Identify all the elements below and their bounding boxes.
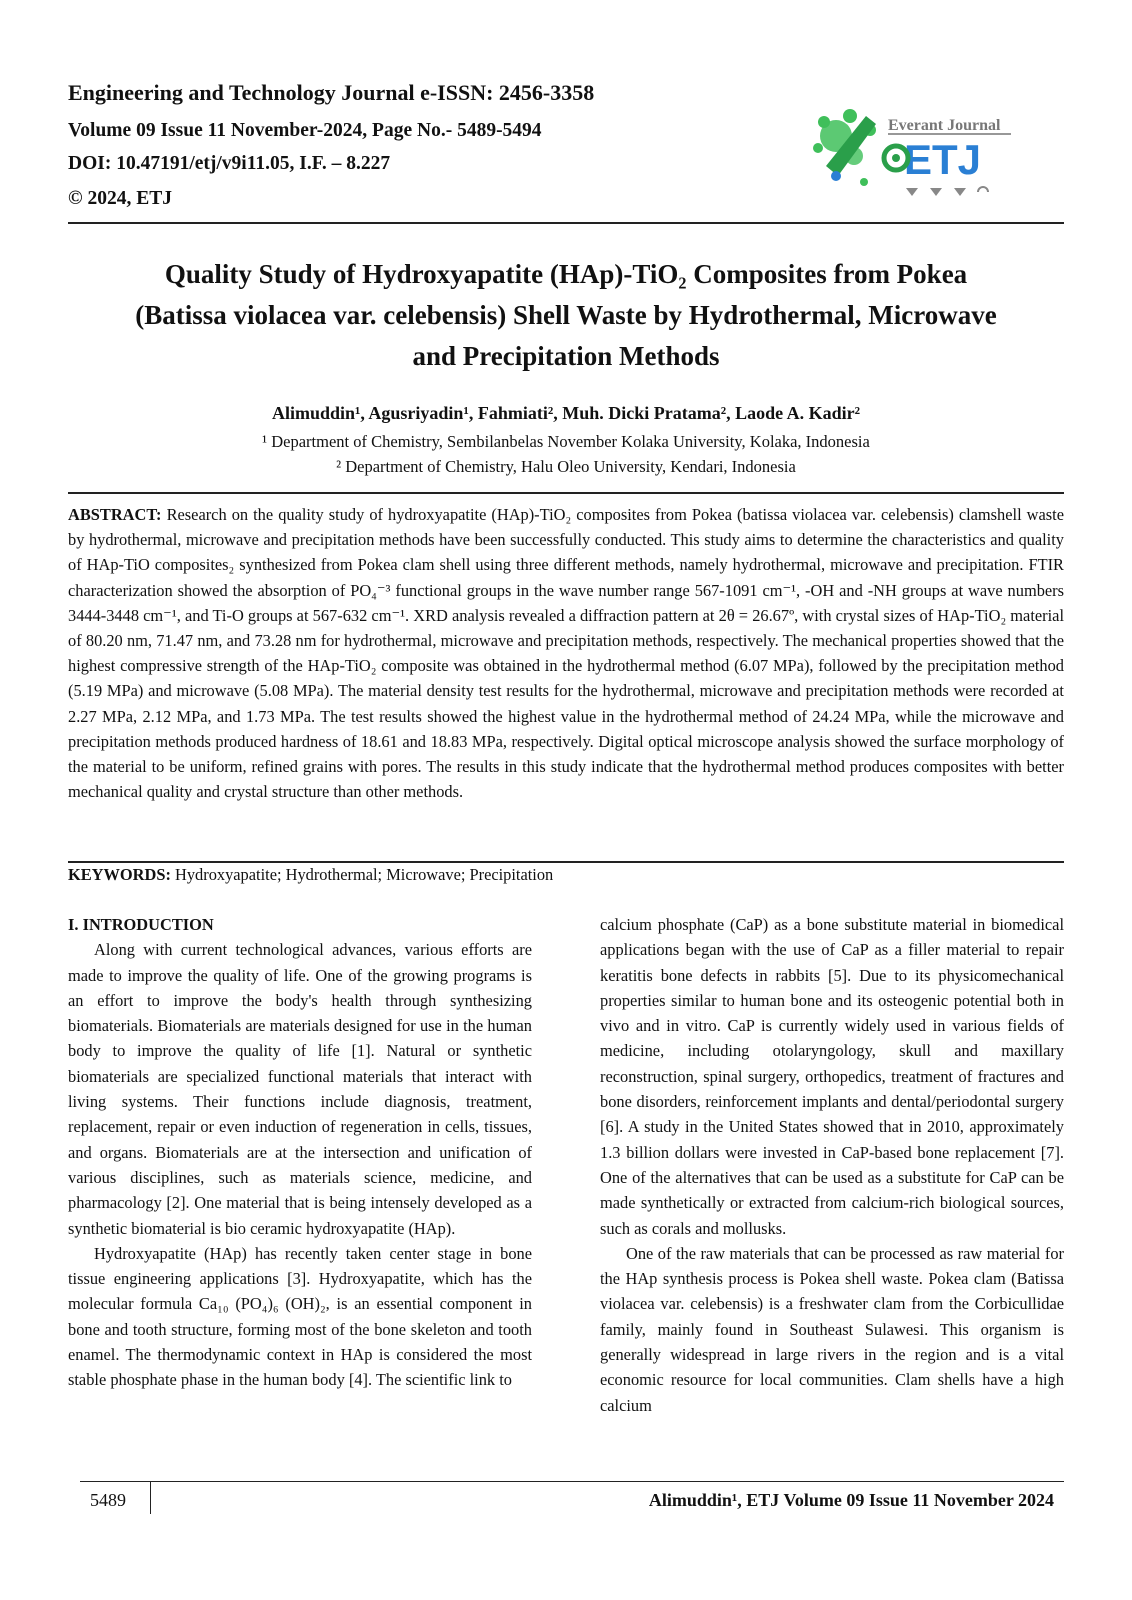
header-rule bbox=[68, 222, 1064, 224]
page-number: 5489 bbox=[90, 1490, 126, 1510]
affiliation-2: ² Department of Chemistry, Halu Oleo University, Kendari, Indonesia bbox=[336, 457, 796, 476]
right-column bbox=[600, 912, 1064, 1418]
footer-rule bbox=[80, 1481, 1064, 1482]
etj-logo bbox=[806, 96, 1016, 206]
left-column bbox=[68, 912, 532, 1393]
abstract bbox=[68, 502, 1064, 804]
footer-citation: Alimuddin¹, ETJ Volume 09 Issue 11 November 2024 bbox=[648, 1490, 1054, 1510]
keywords-label: KEYWORDS: bbox=[68, 865, 171, 884]
keywords bbox=[68, 865, 553, 885]
intro-paragraph-3: calcium phosphate (CaP) as a bone substitute material in biomedical applications began with the use of CaP as a filler material to repair keratitis bone defects in rabbits [5]. Due to its physicomechanical properties similar to human bone and its osteogenic potential both in vivo and in vitro. CaP is currently widely used in various fields of medicine, including otolaryngology, skull and maxillary reconstruction, spinal surgery, orthopedics, treatment of fractures and bone disorders, reinforcement implants and dental/periodontal surgery [6]. A study in the United States showed that in 2010, approximately 1.3 billion dollars were invested in CaP-based bone replacement [7]. One of the alternatives that can be used as a substitute for CaP can be made synthetically or extracted from calcium-rich biological sources, such as corals and mollusks. bbox=[600, 915, 1064, 1238]
title-line-2: (Batissa violacea var. celebensis) Shell Waste by Hydrothermal, Microwave bbox=[135, 300, 997, 330]
logo-etj-text: ETJ bbox=[904, 136, 982, 183]
journal-title: Engineering and Technology Journal e-ISSN: 2456-3358 bbox=[68, 80, 595, 105]
abstract-text: Research on the quality study of hydroxyapatite (HAp)-TiO₂ composites from Pokea (batissa violacea var. celebensis) clamshell waste by hydrothermal, microwave and precipitation methods have been successfully conducted. This study aims to determine the characteristics and quality of HAp-TiO composites₂ synthesized from Pokea clam shell using three different methods, namely hydrothermal, microwave and precipitation. FTIR characterization showed the absorption of PO₄⁻³ functional groups in the wave number range 567-1091 cm⁻¹, -OH and -NH groups at wave numbers 3444-3448 cm⁻¹, and Ti-O groups at 567-632 cm⁻¹. XRD analysis revealed a diffraction pattern at 2θ = 26.67º, with crystal sizes of HAp-TiO₂ material of 80.20 nm, 71.47 nm, and 73.28 nm for hydrothermal, microwave and precipitation methods, respectively. The mechanical properties showed that the highest compressive strength of the HAp-TiO₂ composite was obtained in the hydrothermal method (6.07 MPa), followed by the precipitation method (5.19 MPa) and microwave (5.08 MPa). The material density test results for the hydrothermal, microwave and precipitation methods were recorded at 2.27 MPa, 2.12 MPa, and 1.73 MPa. The test results showed the highest value in the hydrothermal method of 24.24 MPa, while the microwave and precipitation methods produced hardness of 18.61 and 18.83 MPa, respectively. Digital optical microscope analysis showed the surface morphology of the material to be uniform, refined grains with pores. The results in this study indicate that the hydrothermal method produces composites with better mechanical quality and crystal structure than other methods. bbox=[68, 505, 1064, 802]
title-line-3: and Precipitation Methods bbox=[412, 341, 720, 371]
abstract-label: ABSTRACT: bbox=[68, 505, 162, 524]
title-line-1: Quality Study of Hydroxyapatite (HAp)-TiO₂ Composites from Pokea bbox=[164, 259, 968, 289]
intro-paragraph-2: Hydroxyapatite (HAp) has recently taken center stage in bone tissue engineering applications [3]. Hydroxyapatite, which has the molecular formula Ca₁₀ (PO₄)₆ (OH)₂, is an essential component in bone and tooth structure, forming most of the bone skeleton and tooth enamel. The thermodynamic context in HAp is considered the most stable phosphate phase in the human body [4]. The scientific link to bbox=[68, 1243, 532, 1390]
intro-paragraph-4: One of the raw materials that can be processed as raw material for the HAp synthesis process is Pokea shell waste. Pokea clam (Batissa violacea var. celebensis) is a freshwater clam from the Corbicullidae family, mainly found in Southeast Sulawesi. This organism is generally widespread in large rivers in the region and is a vital economic resource for local communities. Clam shells have a high calcium bbox=[600, 1243, 1064, 1415]
doi-info: DOI: 10.47191/etj/v9i11.05, I.F. – 8.227 bbox=[68, 153, 391, 174]
footer-separator bbox=[150, 1482, 151, 1514]
section-heading: I. INTRODUCTION bbox=[68, 915, 214, 934]
keywords-text: Hydroxyapatite; Hydrothermal; Microwave; Precipitation bbox=[175, 865, 554, 884]
logo-ornament-icon bbox=[906, 187, 988, 196]
abstract-bottom-rule bbox=[68, 861, 1064, 863]
intro-paragraph-1: Along with current technological advances, various efforts are made to improve the quality of life. One of the growing programs is an effort to improve the body's health through synthesizing biomaterials. Biomaterials are materials designed for use in the human body to improve the quality of life [1]. Natural or synthetic biomaterials are specialized functional materials that interact with living systems. Their functions include diagnosis, treatment, replacement, repair or even induction of regeneration in cells, tissues, and organs. Biomaterials are at the intersection and unification of various disciplines, such as materials science, medicine, and pharmacology [2]. One material that is being intensely developed as a synthetic biomaterial is bio ceramic hydroxyapatite (HAp). bbox=[68, 940, 532, 1238]
abstract-top-rule bbox=[68, 492, 1064, 494]
affiliation-1: ¹ Department of Chemistry, Sembilanbelas November Kolaka University, Kolaka, Indonesia bbox=[262, 432, 870, 451]
logo-splash-icon bbox=[813, 109, 876, 186]
copyright: © 2024, ETJ bbox=[68, 188, 172, 209]
logo-subtitle: Everant Journal bbox=[888, 117, 1001, 134]
paper-title bbox=[68, 254, 1064, 377]
author-list: Alimuddin¹, Agusriyadin¹, Fahmiati², Muh. Dicki Pratama², Laode A. Kadir² bbox=[271, 403, 861, 423]
volume-info: Volume 09 Issue 11 November-2024, Page No.- 5489-5494 bbox=[68, 120, 542, 141]
